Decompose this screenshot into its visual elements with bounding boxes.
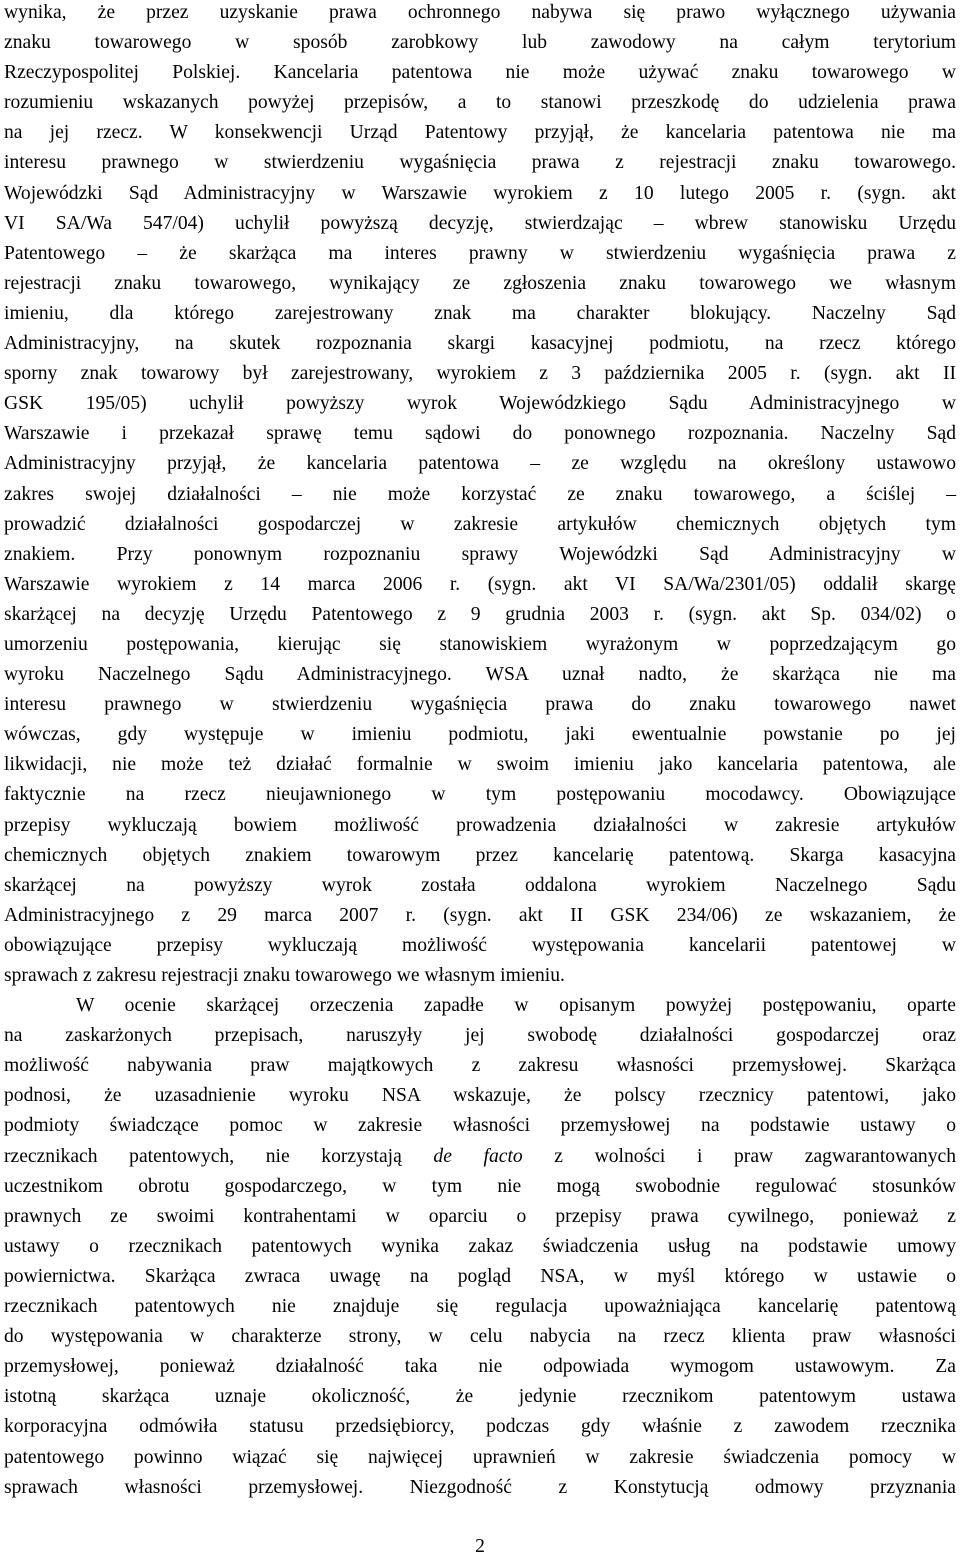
text-line: W ocenie skarżącej orzeczenia zapadłe w opisanym powyżej postępowaniu, oparte: [76, 995, 956, 1017]
text-line: prowadzić działalności gospodarczej w zakresie artykułów chemicznych objętych tym: [4, 513, 956, 535]
text-line: możliwość nabywania praw majątkowych z zakresu własności przemysłowej. Skarżąca: [4, 1055, 956, 1077]
text-line: rejestracji znaku towarowego, wynikający ze zgłoszenia znaku towarowego we własnym: [4, 272, 956, 294]
text-line: likwidacji, nie może też działać formalnie w swoim imieniu jako kancelaria patentowa, ale: [4, 754, 956, 776]
document-page: [4, 0, 956, 1503]
text-line: Administracyjny przyjął, że kancelaria patentowa – ze względu na określony ustawowo: [4, 453, 956, 475]
italic-phrase: de facto: [433, 1145, 523, 1167]
text-line: Rzeczypospolitej Polskiej. Kancelaria patentowa nie może używać znaku towarowego w: [4, 62, 956, 84]
text-line: zakres swojej działalności – nie może korzystać ze znaku towarowego, a ściślej –: [4, 483, 956, 505]
text-line: wówczas, gdy występuje w imieniu podmiotu, jaki ewentualnie powstanie po jej: [4, 724, 956, 746]
text-segment: rzecznikach patentowych, nie korzystają: [4, 1145, 434, 1167]
text-line: imieniu, dla którego zarejestrowany znak ma charakter blokujący. Naczelny Sąd: [4, 302, 956, 324]
text-line: skarżącej na powyższy wyrok została oddalona wyrokiem Naczelnego Sądu: [4, 874, 956, 896]
text-line: istotną skarżąca uznaje okoliczność, że jedynie rzecznikom patentowym ustawa: [4, 1386, 956, 1408]
page-number: 2: [475, 1536, 485, 1557]
text-line: wyroku Naczelnego Sądu Administracyjnego. WSA uznał nadto, że skarżąca nie ma: [4, 664, 956, 686]
text-line: interesu prawnego w stwierdzeniu wygaśnięcia prawa do znaku towarowego nawet: [4, 694, 956, 716]
text-line: Warszawie wyrokiem z 14 marca 2006 r. (sygn. akt VI SA/Wa/2301/05) oddalił skargę: [4, 573, 956, 595]
text-line: interesu prawnego w stwierdzeniu wygaśnięcia prawa z rejestracji znaku towarowego.: [4, 152, 956, 174]
text-line: Wojewódzki Sąd Administracyjny w Warszawie wyrokiem z 10 lutego 2005 r. (sygn. akt: [4, 182, 956, 204]
text-line: patentowego powinno wiązać się najwięcej uprawnień w zakresie świadczenia pomocy w: [4, 1446, 956, 1468]
text-line: znaku towarowego w sposób zarobkowy lub zawodowy na całym terytorium: [4, 32, 956, 54]
text-line: korporacyjna odmówiła statusu przedsiębiorcy, podczas gdy właśnie z zawodem rzecznika: [4, 1416, 956, 1438]
paragraph-1: [4, 0, 956, 991]
text-line: prawnych ze swoimi kontrahentami w oparciu o przepisy prawa cywilnego, ponieważ z: [4, 1205, 956, 1227]
text-line: na zaskarżonych przepisach, naruszyły jej swobodę działalności gospodarczej oraz: [4, 1025, 956, 1047]
text-line: Warszawie i przekazał sprawę temu sądowi do ponownego rozpoznania. Naczelny Sąd: [4, 423, 956, 445]
text-line: podmioty świadczące pomoc w zakresie własności przemysłowej na podstawie ustawy o: [4, 1115, 956, 1137]
text-segment: z wolności i praw zagwarantowanych: [522, 1145, 956, 1167]
text-line: umorzeniu postępowania, kierując się stanowiskiem wyrażonym w poprzedzającym go: [4, 633, 956, 655]
text-line: Patentowego – że skarżąca ma interes prawny w stwierdzeniu wygaśnięcia prawa z: [4, 242, 956, 264]
text-line: obowiązujące przepisy wykluczają możliwość występowania kancelarii patentowej w: [4, 934, 956, 956]
text-line: sprawach z zakresu rejestracji znaku towarowego we własnym imieniu.: [4, 965, 565, 986]
text-line: VI SA/Wa 547/04) uchylił powyższą decyzję, stwierdzając – wbrew stanowisku Urzędu: [4, 212, 956, 234]
text-line: GSK 195/05) uchylił powyższy wyrok Wojewódzkiego Sądu Administracyjnego w: [4, 393, 956, 415]
text-line: ustawy o rzecznikach patentowych wynika zakaz świadczenia usług na podstawie umowy: [4, 1235, 956, 1257]
text-line: sprawach własności przemysłowej. Niezgodność z Konstytucją odmowy przyznania: [4, 1476, 956, 1498]
text-line: skarżącej na decyzję Urzędu Patentowego z 9 grudnia 2003 r. (sygn. akt Sp. 034/02) o: [4, 603, 956, 625]
text-line: na jej rzecz. W konsekwencji Urząd Patentowy przyjął, że kancelaria patentowa nie ma: [4, 122, 956, 144]
text-line: uczestnikom obrotu gospodarczego, w tym nie mogą swobodnie regulować stosunków: [4, 1175, 956, 1197]
text-line: podnosi, że uzasadnienie wyroku NSA wskazuje, że polscy rzecznicy patentowi, jako: [4, 1085, 956, 1107]
text-line: przemysłowej, ponieważ działalność taka nie odpowiada wymogom ustawowym. Za: [4, 1356, 956, 1378]
text-line-with-italic: [4, 1142, 956, 1172]
text-line: Administracyjny, na skutek rozpoznania skargi kasacyjnej podmiotu, na rzecz którego: [4, 333, 956, 355]
text-line: Administracyjnego z 29 marca 2007 r. (sygn. akt II GSK 234/06) ze wskazaniem, że: [4, 904, 956, 926]
text-line: chemicznych objętych znakiem towarowym przez kancelarię patentową. Skarga kasacyjna: [4, 844, 956, 866]
text-line: sporny znak towarowy był zarejestrowany, wyrokiem z 3 października 2005 r. (sygn. akt II: [4, 363, 956, 385]
text-line: przepisy wykluczają bowiem możliwość prowadzenia działalności w zakresie artykułów: [4, 814, 956, 836]
text-line: powiernictwa. Skarżąca zwraca uwagę na pogląd NSA, w myśl którego w ustawie o: [4, 1265, 956, 1287]
text-line: znakiem. Przy ponownym rozpoznaniu sprawy Wojewódzki Sąd Administracyjny w: [4, 543, 956, 565]
text-line: wynika, że przez uzyskanie prawa ochronnego nabywa się prawo wyłącznego używania: [4, 2, 956, 23]
text-line: rzecznikach patentowych nie znajduje się regulacja upoważniająca kancelarię patentową: [4, 1296, 956, 1318]
text-line: faktycznie na rzecz nieujawnionego w tym postępowaniu mocodawcy. Obowiązujące: [4, 784, 956, 806]
paragraph-2: [4, 991, 956, 1503]
text-line: rozumieniu wskazanych powyżej przepisów, a to stanowi przeszkodę do udzielenia prawa: [4, 92, 956, 114]
text-line: do występowania w charakterze strony, w celu nabycia na rzecz klienta praw własności: [4, 1326, 956, 1348]
